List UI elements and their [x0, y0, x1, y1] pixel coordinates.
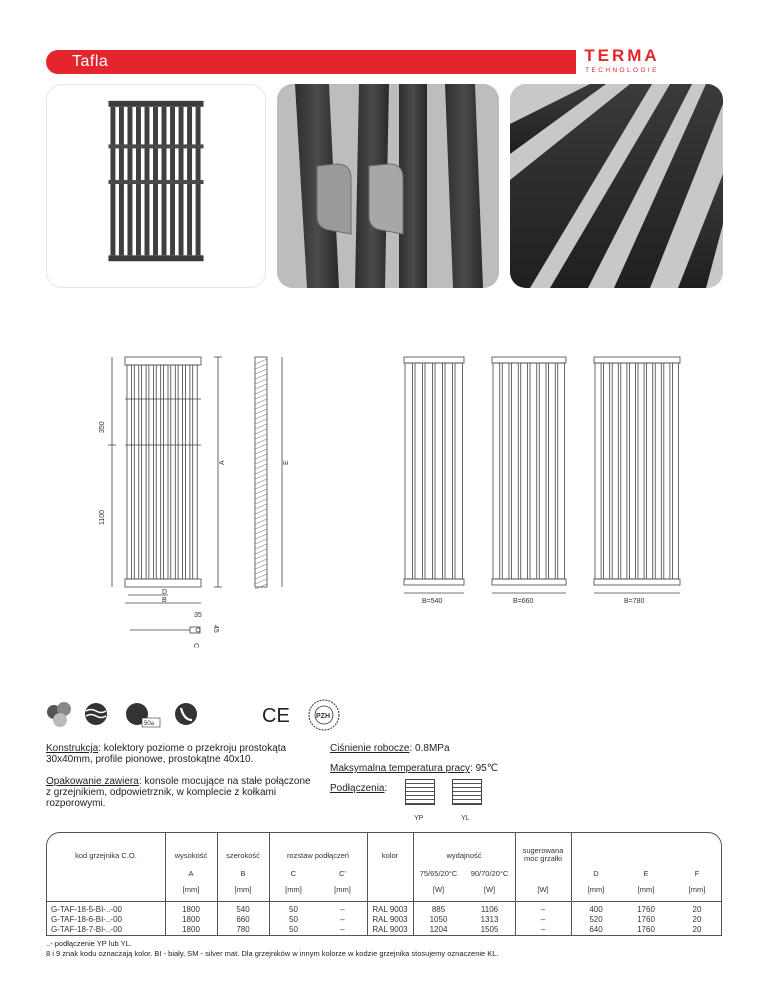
dim-c: C [192, 643, 199, 649]
brand-logo [580, 46, 664, 74]
radiator-hooks-closeup-photo [277, 84, 499, 288]
sub-t2: 90/70/20°C [470, 869, 509, 878]
table-cell-w1: 885 [431, 905, 446, 914]
construction-text [46, 743, 316, 765]
table-cell-code: G-TAF-18-6-BI-..-00 [51, 915, 122, 924]
unit-w1: [W] [432, 885, 445, 894]
phone-icon [175, 703, 197, 725]
sub-a: A [188, 869, 194, 878]
header-heater: sugerowana moc grzałki [522, 846, 564, 863]
dim-1100: 1100 [99, 509, 106, 525]
radiator-front-photo [46, 84, 266, 288]
construction-value: : kolektory poziome o przekroju prostokąta 30x40mm, profile pionowe, prostokątne 40x10. [46, 743, 287, 765]
table-cell-B: 660 [236, 915, 250, 924]
pzh-seal-icon [309, 700, 339, 730]
table-cell-E: 1760 [637, 905, 655, 914]
table-cell-w1: 1204 [429, 925, 448, 934]
unit-b: [mm] [234, 885, 252, 894]
dim-a: A [219, 460, 226, 465]
temperature-value: : 95℃ [470, 763, 498, 774]
table-cell-B: 540 [236, 905, 250, 914]
sub-c: C [290, 869, 297, 878]
table-cell-code: G-TAF-18-7-BI-..-00 [51, 925, 122, 934]
footnote-connection: ..- podłączenie YP lub YL. [46, 939, 132, 948]
packaging-label: Opakowanie zawiera [46, 776, 139, 787]
connection-yp-label: YP [414, 815, 424, 822]
technical-drawings [90, 345, 710, 660]
table-cell-C: 50 [289, 925, 298, 934]
table-cell-w2: 1505 [480, 925, 499, 934]
header-width: szerokość [226, 851, 260, 860]
dim-b: B [162, 597, 167, 604]
table-cell-C2: – [340, 905, 345, 914]
unit-d: [mm] [587, 885, 605, 894]
table-cell-F: 20 [692, 925, 702, 934]
header-code: kod grzejnika C.O. [75, 851, 137, 860]
header-output: wydajność [446, 851, 482, 860]
construction-label: Konstrukcja [46, 743, 99, 754]
packaging-value: : konsole mocujące na stałe połączone z grzejnikiem, odpowietrznik, w komplecie z kołkami rozporowymi. [46, 776, 311, 809]
header-height: wysokość [174, 851, 208, 860]
width-label-780: B=780 [624, 598, 645, 605]
table-cell-w1: 1050 [429, 915, 448, 924]
table-cell-D: 520 [589, 915, 603, 924]
connections-label: Podłączenia [330, 783, 385, 794]
table-cell-E: 1760 [637, 925, 655, 934]
table-cell-D: 400 [589, 905, 603, 914]
page-title: Tafla [72, 53, 109, 70]
connection-yl-icon [452, 779, 482, 805]
temperature-label: Maksymalna temperatura pracy [330, 763, 471, 774]
table-cell-heater: – [540, 925, 546, 934]
dim-350: 350 [99, 421, 106, 433]
unit-f: [mm] [688, 885, 706, 894]
header-spacing: rozstaw podłączeń [286, 851, 350, 860]
table-cell-color: RAL 9003 [372, 905, 408, 914]
title-bar [46, 50, 576, 74]
warranty-icon [126, 703, 160, 727]
sub-t1: 75/65/20°C [419, 869, 458, 878]
table-cell-heater: – [540, 905, 546, 914]
dim-e: E [283, 460, 290, 465]
radiator-tubes-closeup-photo [510, 84, 723, 288]
width-label-540: B=540 [422, 598, 443, 605]
sub-b: B [240, 869, 246, 878]
table-cell-color: RAL 9003 [372, 915, 408, 924]
table-cell-code: G-TAF-18-5-BI-..-00 [51, 905, 122, 914]
dim-45: 45 [212, 625, 219, 633]
ce-mark-icon: CE [262, 705, 290, 727]
pzh-text: PZH [316, 713, 330, 720]
sub-c-prime: C' [339, 869, 346, 878]
unit-heater: [W] [537, 885, 549, 894]
unit-c: [mm] [285, 885, 302, 894]
pressure-value: : 0.8MPa [409, 743, 450, 754]
unit-w2: [W] [483, 885, 496, 894]
description-left [46, 743, 316, 809]
temperature-text [330, 763, 590, 774]
table-cell-color: RAL 9003 [372, 925, 408, 934]
table-cell-D: 640 [589, 925, 603, 934]
footnote-color-code: 8 i 9 znak kodu oznaczają kolor. BI - biały, SM - silver mat. Dla grzejników w innym kolorze w kodzie grzejnika stosujemy oznaczenie KL. [46, 949, 499, 958]
table-cell-A: 1800 [182, 905, 200, 914]
connection-yl-label: YL [461, 815, 470, 822]
dim-d: D [162, 589, 168, 596]
unit-a: [mm] [182, 885, 200, 894]
water-heating-icon [85, 703, 107, 725]
table-cell-F: 20 [692, 915, 702, 924]
table-cell-w2: 1106 [480, 905, 499, 914]
table-cell-A: 1800 [182, 915, 200, 924]
table-cell-C: 50 [289, 905, 298, 914]
sub-d: D [593, 869, 599, 878]
unit-e: [mm] [637, 885, 655, 894]
header-color: kolor [381, 851, 399, 860]
table-cell-heater: – [540, 915, 546, 924]
table-cell-F: 20 [692, 905, 702, 914]
dim-35: 35 [194, 612, 202, 619]
spec-table [46, 832, 722, 936]
unit-c-prime: [mm] [334, 885, 351, 894]
packaging-text [46, 776, 316, 809]
logo-tagline: TECHNOLOGIE [585, 67, 659, 74]
table-cell-A: 1800 [182, 925, 200, 934]
table-cell-C2: – [340, 925, 345, 934]
pressure-label: Ciśnienie robocze [330, 743, 410, 754]
color-options-icon [47, 702, 71, 727]
table-cell-E: 1760 [637, 915, 655, 924]
logo-wordmark: TERMA [584, 46, 660, 65]
sub-e: E [643, 869, 649, 878]
connection-yp-icon [405, 779, 435, 805]
table-cell-C: 50 [289, 915, 298, 924]
warranty-badge-text: 50a [144, 721, 155, 727]
pressure-text [330, 743, 590, 754]
connections-colon: : [384, 783, 388, 794]
table-cell-w2: 1313 [480, 915, 499, 924]
width-label-660: B=660 [513, 598, 534, 605]
certification-icons [44, 698, 364, 734]
table-cell-B: 780 [236, 925, 250, 934]
sub-f: F [694, 869, 700, 878]
table-cell-C2: – [340, 915, 345, 924]
